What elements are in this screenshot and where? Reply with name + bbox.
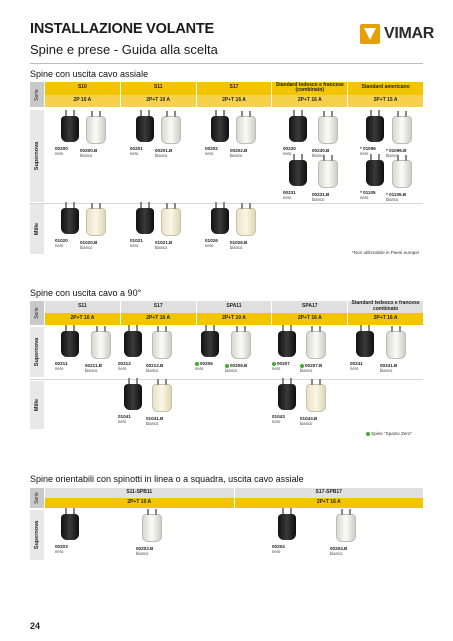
serie-label: Serie [30,301,44,325]
product-code: 00201 [130,146,143,151]
column-header: SPA11 [196,301,272,313]
product-color: nero [205,151,214,156]
product-code: 00203.B [136,546,154,551]
product-item [386,116,420,158]
product-color: nero [272,419,281,424]
plug-image [136,116,154,142]
serie-label: Serie [30,82,44,107]
plug-image [86,116,106,144]
product-color: nero [55,243,64,248]
plug-image [211,116,229,142]
plug-image [336,514,356,542]
product-color: nero [55,366,64,371]
product-code: 00200 [55,146,68,151]
section1-header [30,82,423,107]
product-color: nero [272,549,281,554]
product-color: bianco [80,245,93,250]
row-label: Mille [30,381,44,429]
product-code: 00230.B [312,148,330,153]
rating-cell: 2P+T 10 A [196,313,272,325]
vimar-emblem-icon [360,24,380,44]
rating-cell: 2P+T 16 A [120,313,196,325]
product-item [312,116,346,158]
product-color: bianco [330,551,343,556]
green-dot-icon [366,432,370,436]
brand-logo [360,22,434,46]
plug-image [231,331,251,359]
product-color: bianco [386,197,399,202]
product-color: nero [350,366,359,371]
product-item [330,514,364,556]
product-color: nero [283,151,292,156]
product-code: 00230 [283,146,296,151]
plug-image [366,160,384,186]
column-header: S11-SPB11 [44,488,234,498]
product-color: nero [195,366,204,371]
plug-image [278,384,296,410]
product-item [225,331,259,373]
product-code: 00206.B [225,363,259,368]
product-code: * 01096.B [386,148,407,153]
section2-header [30,301,423,325]
column-header: S11 [120,82,196,95]
column-header: SPA17 [271,301,347,313]
row-label: Supernova [30,510,44,560]
product-code: 01020.B [80,240,98,245]
product-color: bianco [312,153,325,158]
product-color: nero [118,419,127,424]
legend-spazio-zero: Spine "Spazio Zero" [366,431,412,436]
product-item [136,514,170,556]
plug-image [318,116,338,144]
brand-name: VIMAR [384,25,435,42]
product-color: nero [118,366,127,371]
product-code: 00241.B [380,363,398,368]
section3-header [30,488,423,508]
column-header: S10 [44,82,120,95]
product-color: bianco [136,551,149,556]
product-code: 00206 [195,361,229,366]
plug-image [386,331,406,359]
product-color: nero [130,243,139,248]
plug-image [236,208,256,236]
plug-image [366,116,384,142]
product-color: bianco [225,368,238,373]
product-code: 00211 [55,361,68,366]
row-label: Mille [30,204,44,254]
product-item [300,384,334,426]
product-code: 01043.B [300,416,318,421]
plug-image [61,331,79,357]
rating-cell: 2P+T 10 A [120,95,196,108]
plug-image [152,384,172,412]
product-code: 01026 [205,238,218,243]
rating-cell: 2P 10 A [44,95,120,108]
page-subtitle: Spine e prese - Guida alla scelta [30,42,218,57]
section-title: Spine con uscita cavo a 90° [30,288,142,298]
product-code: 01026.B [230,240,248,245]
product-code: * 01096 [360,146,376,151]
product-code: 01043 [272,414,285,419]
product-code: 00231.B [312,192,330,197]
product-code: 00202 [205,146,218,151]
rating-cell: 2P+T 10 A [44,313,120,325]
product-code: 01041 [118,414,131,419]
column-header: Standard tedesco e francese (combinato) [271,82,347,95]
rating-cell: 2P+T 16 A [271,95,347,108]
product-item [272,514,306,554]
product-code: 00211.B [85,363,103,368]
product-code: 00202.B [230,148,248,153]
plug-image [318,160,338,188]
product-item [146,384,180,426]
product-color: bianco [155,245,168,250]
product-item [55,514,89,554]
product-item [80,116,114,158]
plug-image [278,331,296,357]
plug-image [289,160,307,186]
row-divider [30,379,423,380]
product-color: bianco [155,153,168,158]
product-code: 01020 [55,238,68,243]
plug-image [392,116,412,144]
plug-image [152,331,172,359]
product-color: bianco [80,153,93,158]
product-color: bianco [230,245,243,250]
product-color: bianco [300,421,313,426]
product-item [300,331,334,373]
section-title: Spine con uscita cavo assiale [30,69,149,79]
plug-image [161,208,181,236]
product-code: 00212 [118,361,131,366]
row-divider [30,203,423,204]
product-color: bianco [386,153,399,158]
plug-image [306,384,326,412]
row-label: Supernova [30,327,44,377]
product-code: 00201.B [155,148,173,153]
product-code: 00200.B [80,148,98,153]
column-header: S17-SPB17 [234,488,424,498]
product-item [195,331,229,371]
plug-image [278,514,296,540]
plug-image [61,208,79,234]
product-color: bianco [380,368,393,373]
product-item [380,331,414,373]
plug-image [136,208,154,234]
plug-image [306,331,326,359]
plug-image [86,208,106,236]
plug-image [142,514,162,542]
plug-image [201,331,219,357]
column-header: S11 [44,301,120,313]
product-code: 01021.B [155,240,173,245]
product-item [80,208,114,250]
product-item [386,160,420,202]
product-color: bianco [146,421,159,426]
product-color: nero [272,366,281,371]
rating-cell: 2P+T 16 A [347,313,423,325]
plug-image [211,208,229,234]
product-color: nero [360,195,369,200]
column-header: S17 [196,82,272,95]
serie-label: Serie [30,488,44,508]
product-code: 00212.B [146,363,164,368]
product-color: nero [55,549,64,554]
product-item [230,208,264,250]
product-code: 00207.B [300,363,334,368]
rating-cell: 2P+T 10 A [44,498,234,508]
product-item [155,116,189,158]
product-item [230,116,264,158]
product-code: 00207 [272,361,306,366]
header-divider [30,63,423,64]
product-code: 01021 [130,238,143,243]
product-code: 00204.B [330,546,348,551]
product-item [350,331,384,371]
rating-cell: 2P+T 16 A [234,498,424,508]
product-item [312,160,346,202]
plug-image [236,116,256,144]
product-code: 00204 [272,544,285,549]
plug-image [124,331,142,357]
product-color: nero [283,195,292,200]
product-color: bianco [85,368,98,373]
plug-image [356,331,374,357]
product-code: 01041.B [146,416,164,421]
plug-image [161,116,181,144]
column-header: S17 [120,301,196,313]
rating-cell: 2P+T 16 A [196,95,272,108]
rating-cell: 2P+T 15 A [347,95,423,108]
page-number: 24 [30,621,41,631]
product-code: 00241 [350,361,363,366]
column-header: Standard tedesco e francese combinato [347,301,423,313]
plug-image [289,116,307,142]
product-color: nero [205,243,214,248]
row-label: Supernova [30,110,44,202]
product-color: bianco [312,197,325,202]
footnote: *Non utilizzabile in Paesi europei [352,250,419,255]
product-color: nero [130,151,139,156]
plug-image [61,514,79,540]
section-title: Spine orientabili con spinotti in linea o a squadra, uscita cavo assiale [30,474,304,484]
product-color: bianco [146,368,159,373]
column-header: Standard americano [347,82,423,95]
product-color: bianco [300,368,313,373]
plug-image [124,384,142,410]
product-item [85,331,119,373]
product-color: nero [360,151,369,156]
plug-image [61,116,79,142]
plug-image [392,160,412,188]
product-item [155,208,189,250]
product-code: 00231 [283,190,296,195]
product-color: bianco [230,153,243,158]
product-code: * 01105 [360,190,376,195]
product-code: * 01105.B [386,192,407,197]
product-color: nero [55,151,64,156]
rating-cell: 2P+T 16 A [271,313,347,325]
page-title: INSTALLAZIONE VOLANTE [30,21,215,37]
product-item [55,331,89,371]
product-code: 00203 [55,544,68,549]
product-item [146,331,180,373]
plug-image [91,331,111,359]
